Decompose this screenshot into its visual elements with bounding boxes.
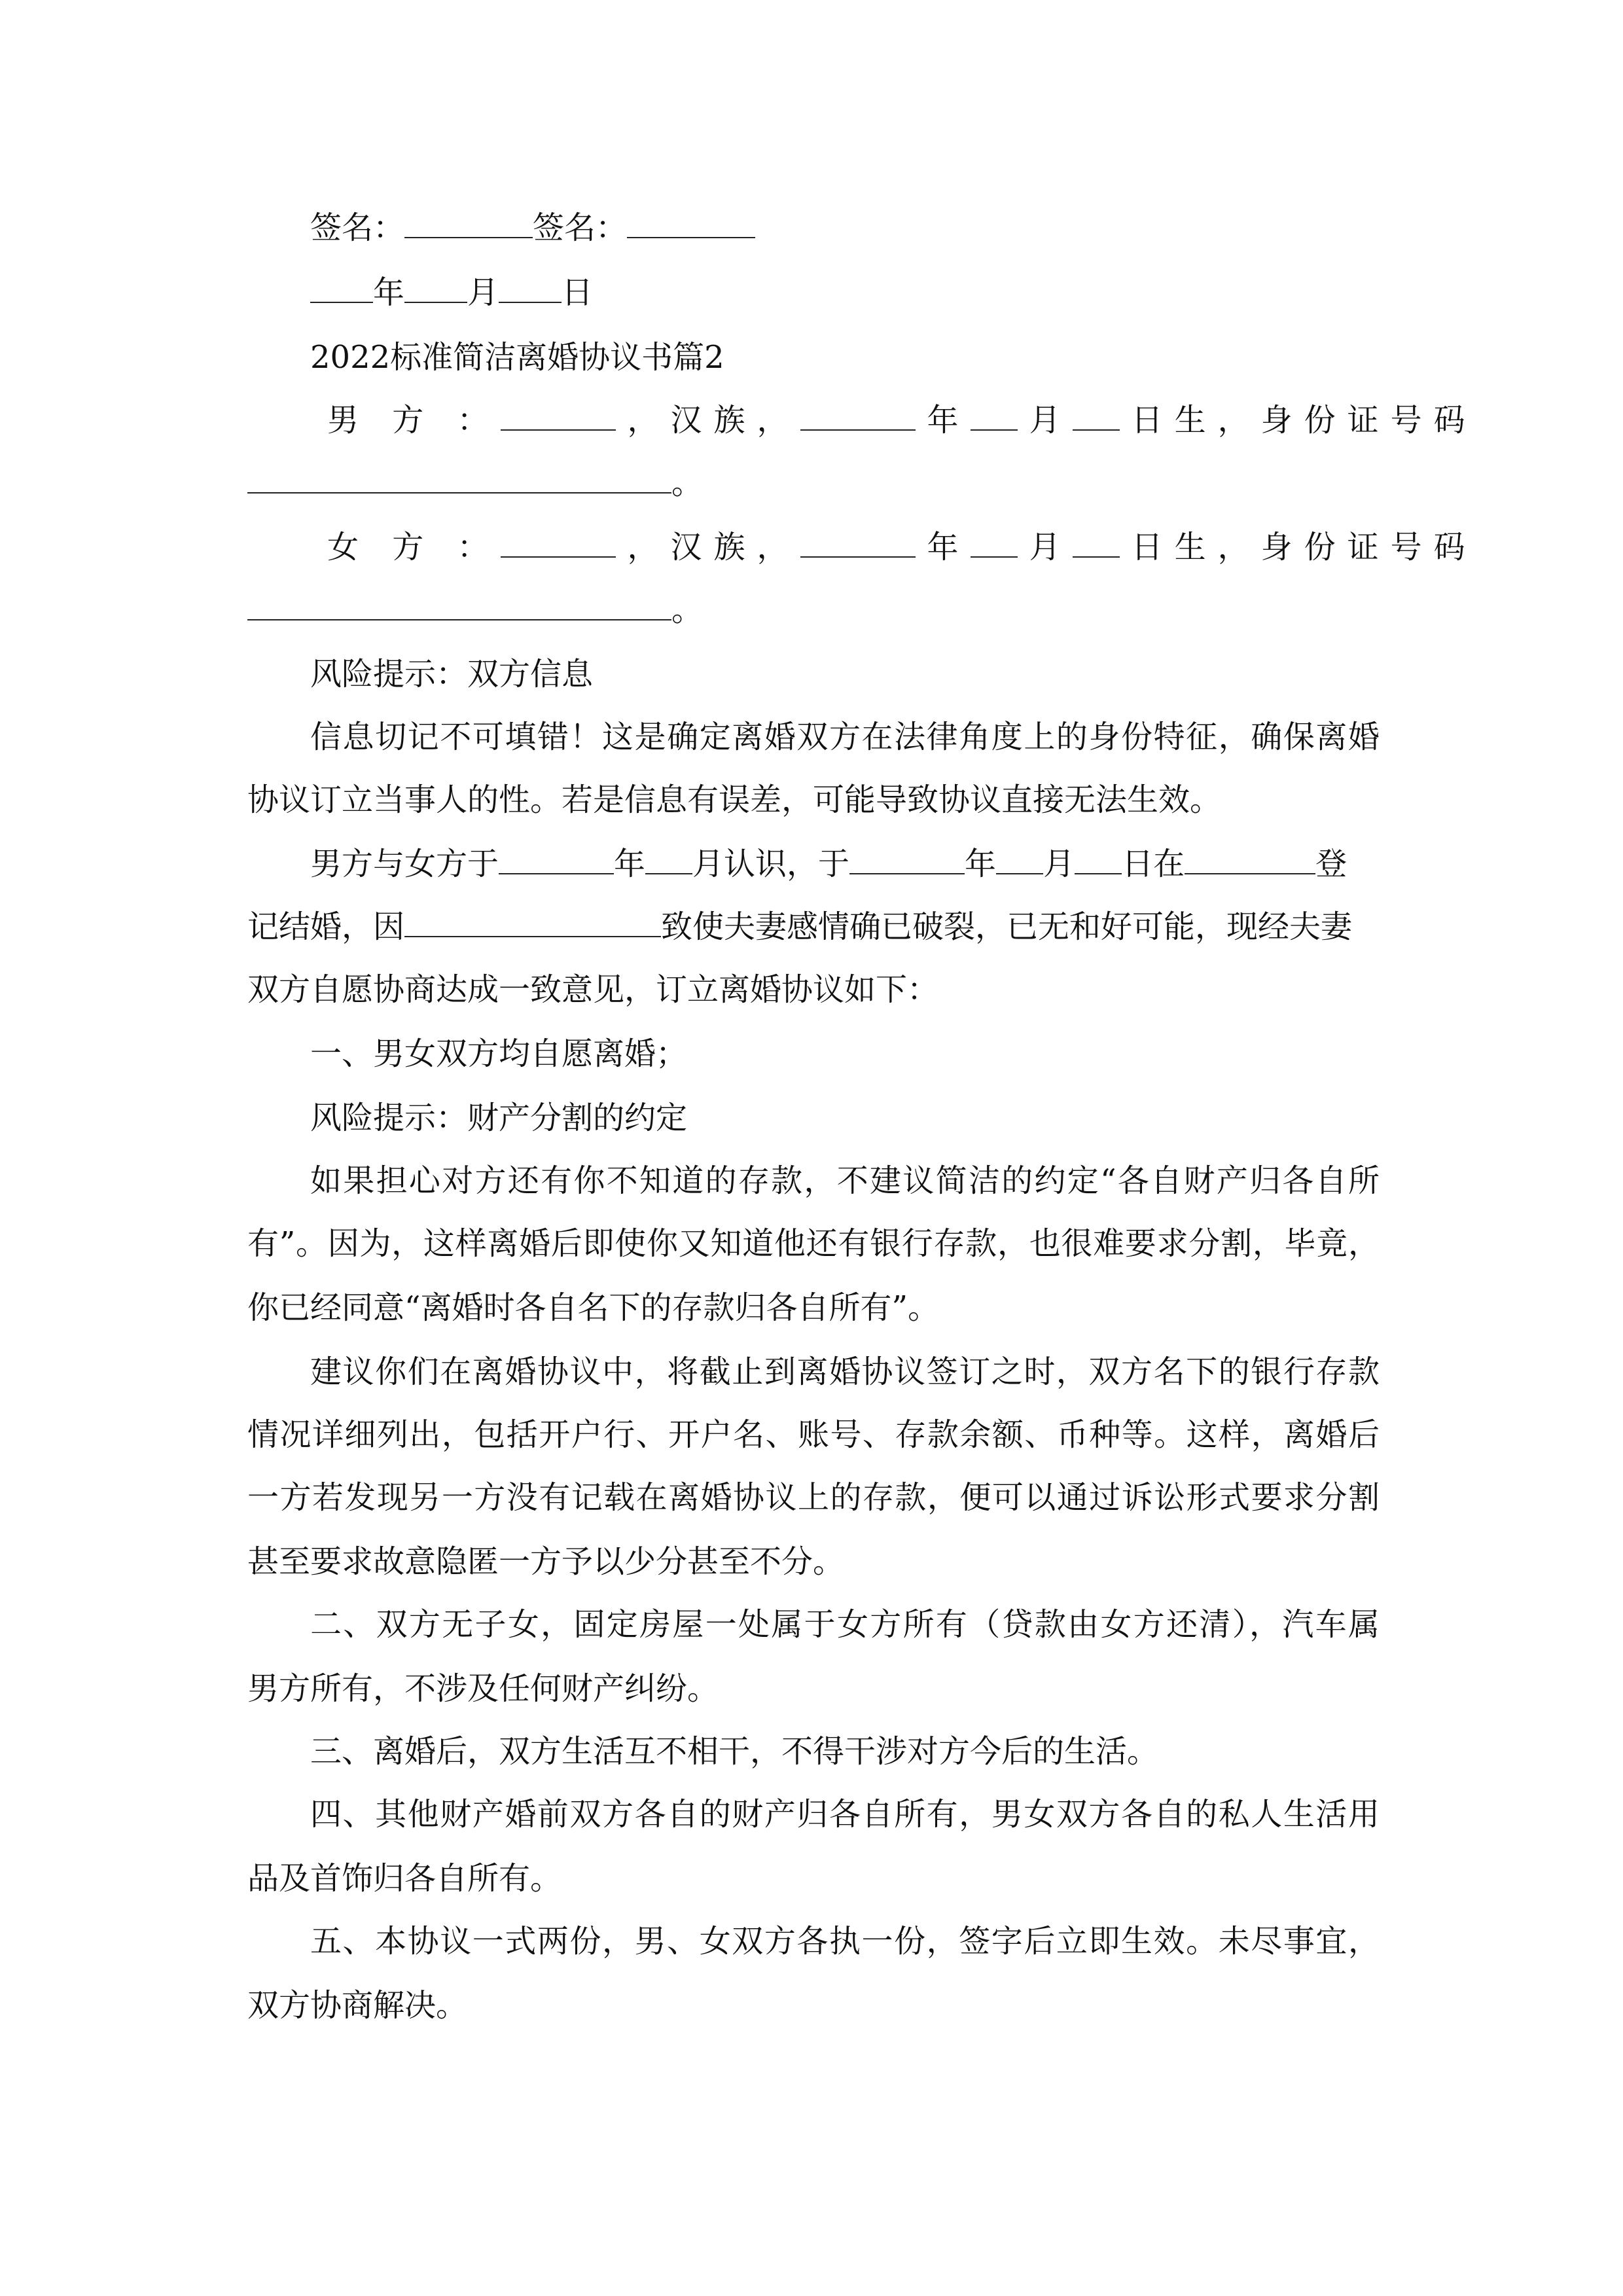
risk-tip-1-line-1: 信息切记不可填错！这是确定离婚双方在法律角度上的身份特征，确保离婚	[310, 719, 1380, 755]
marriage-line-1	[310, 844, 1380, 884]
male-ethnic: ，汉族，	[627, 402, 800, 439]
reason-blank	[404, 910, 661, 937]
female-id-line	[247, 590, 1380, 630]
female-month-label: 月	[1029, 529, 1073, 565]
male-info-line	[327, 401, 1477, 440]
marriage-text-6: 日在	[1122, 846, 1185, 882]
section-heading: 2022标准简洁离婚协议书篇2	[310, 339, 724, 376]
signature-blank-1	[404, 211, 533, 238]
meet-year-blank	[499, 847, 614, 874]
male-label: 男 方 ：	[327, 402, 501, 439]
date-line	[310, 273, 1380, 312]
female-born-label: 日生，身份证号码	[1131, 529, 1477, 565]
meet-month-blank	[645, 847, 692, 874]
risk-tip-2-line-5: 情况详细列出，包括开户行、开户名、账号、存款余额、币种等。这样，离婚后	[247, 1416, 1380, 1453]
female-label: 女 方 ：	[327, 529, 501, 565]
male-day-blank	[1073, 403, 1120, 431]
wed-month-blank	[996, 847, 1043, 874]
male-name-blank	[501, 403, 616, 431]
item-5-line-1: 五、本协议一式两份，男、女双方各执一份，签字后立即生效。未尽事宜，	[310, 1923, 1380, 1960]
female-id-end: 。	[671, 592, 704, 628]
female-day-blank	[1073, 530, 1120, 558]
signature-label-2: 签名：	[533, 209, 628, 246]
month-blank	[404, 276, 467, 303]
male-month-label: 月	[1029, 402, 1073, 439]
female-info-line	[327, 528, 1477, 567]
item-2-line-2: 男方所有，不涉及任何财产纠纷。	[247, 1670, 719, 1707]
day-blank	[499, 276, 562, 303]
signature-blank-2	[627, 211, 755, 238]
signature-line	[310, 208, 1380, 247]
risk-tip-2-line-3: 你已经同意“离婚时各自名下的存款归各自所有”。	[247, 1289, 940, 1326]
female-year-label: 年	[927, 529, 971, 565]
risk-tip-2-line-2: 有”。因为，这样离婚后即使你又知道他还有银行存款，也很难要求分割，毕竟，	[247, 1225, 1380, 1262]
item-4-line-1: 四、其他财产婚前双方各自的财产归各自所有，男女双方各自的私人生活用	[310, 1796, 1380, 1833]
risk-tip-2-line-6: 一方若发现另一方没有记载在离婚协议上的存款，便可以通过诉讼形式要求分割	[247, 1479, 1380, 1516]
male-born-label: 日生，身份证号码	[1131, 402, 1477, 439]
year-label: 年	[373, 274, 405, 311]
item-5-line-2: 双方协商解决。	[247, 1987, 468, 2024]
month-label: 月	[467, 274, 499, 311]
wed-place-blank	[1185, 847, 1315, 874]
male-id-line	[247, 463, 1380, 503]
risk-tip-2-title: 风险提示：财产分割的约定	[310, 1100, 688, 1136]
female-id-blank	[247, 593, 671, 620]
year-blank	[310, 276, 373, 303]
male-id-blank	[247, 466, 671, 493]
marriage-text-5: 月	[1043, 846, 1075, 882]
male-year-blank	[800, 403, 916, 431]
marriage-text-2: 年	[614, 846, 646, 882]
signature-label-1: 签名：	[310, 209, 405, 246]
risk-tip-1-title: 风险提示：双方信息	[310, 656, 594, 692]
marriage-text-9: 致使夫妻感情确已破裂，已无和好可能，现经夫妻	[661, 908, 1353, 945]
risk-tip-2-line-1: 如果担心对方还有你不知道的存款，不建议简洁的约定“各自财产归各自所	[310, 1162, 1380, 1199]
female-ethnic: ，汉族，	[627, 529, 800, 565]
marriage-text-7: 登	[1315, 846, 1347, 882]
male-year-label: 年	[927, 402, 971, 439]
risk-tip-1-line-2: 协议订立当事人的性。若是信息有误差，可能导致协议直接无法生效。	[247, 781, 1222, 818]
male-month-blank	[971, 403, 1018, 431]
marriage-line-3: 双方自愿协商达成一致意见，订立离婚协议如下：	[247, 971, 939, 1008]
male-id-end: 。	[671, 465, 704, 501]
item-2-line-1: 二、双方无子女，固定房屋一处属于女方所有（贷款由女方还清），汽车属	[310, 1606, 1380, 1643]
female-name-blank	[501, 530, 616, 558]
day-label: 日	[562, 274, 594, 311]
marriage-text-4: 年	[965, 846, 997, 882]
marriage-line-2	[247, 907, 1380, 946]
female-month-blank	[971, 530, 1018, 558]
item-3: 三、离婚后，双方生活互不相干，不得干涉对方今后的生活。	[310, 1733, 1159, 1770]
risk-tip-2-line-7: 甚至要求故意隐匿一方予以少分甚至不分。	[247, 1543, 845, 1580]
wed-day-blank	[1075, 847, 1122, 874]
item-1: 一、男女双方均自愿离婚；	[310, 1035, 688, 1072]
marriage-text-1: 男方与女方于	[310, 846, 499, 882]
marriage-text-8: 记结婚，因	[247, 908, 405, 945]
female-year-blank	[800, 530, 916, 558]
risk-tip-2-line-4: 建议你们在离婚协议中，将截止到离婚协议签订之时，双方名下的银行存款	[310, 1354, 1380, 1390]
wed-year-blank	[849, 847, 965, 874]
marriage-text-3: 月认识，于	[692, 846, 850, 882]
item-4-line-2: 品及首饰归各自所有。	[247, 1860, 562, 1897]
